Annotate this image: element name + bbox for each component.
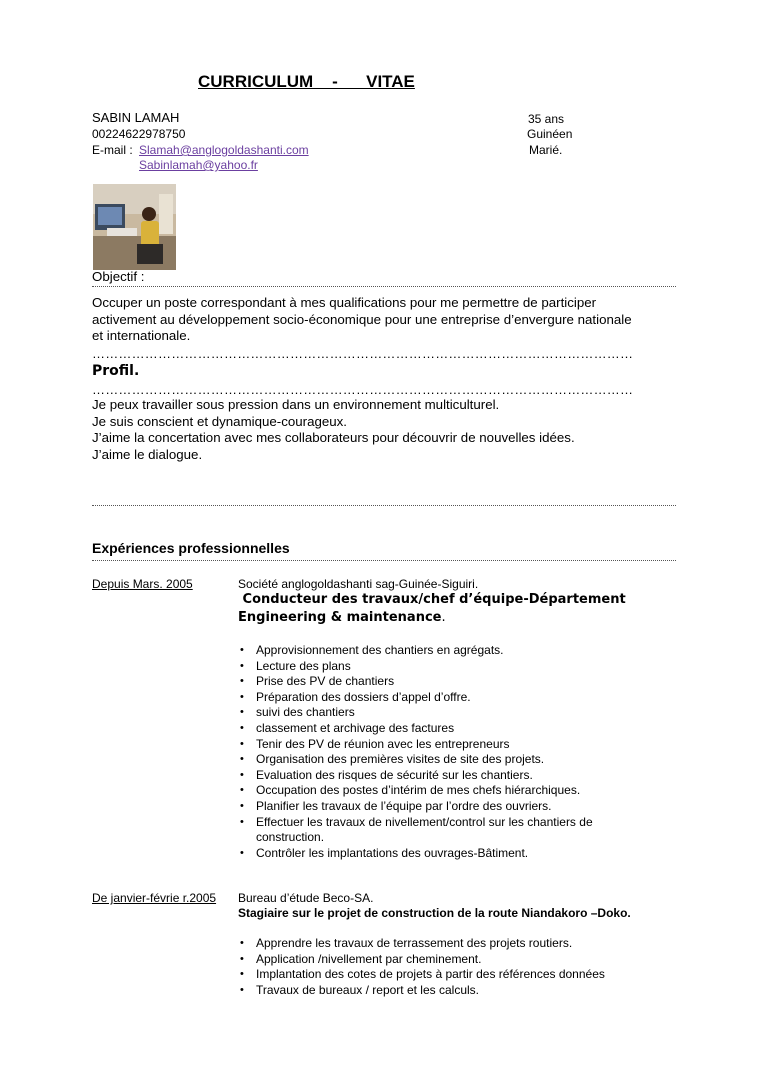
list-item: • Prise des PV de chantiers	[238, 674, 628, 690]
experience-role-line: Engineering & maintenance	[238, 610, 442, 625]
experience-company: Bureau d’étude Beco-SA.	[238, 891, 374, 905]
list-item: • Occupation des postes d’intérim de mes chefs hiérarchiques.	[238, 783, 628, 799]
experiences-section-header	[92, 540, 676, 561]
profil-line: J’aime la concertation avec mes collaborateurs pour découvrir de nouvelles idées.	[92, 430, 575, 445]
list-item: • Préparation des dossiers d’appel d’offre.	[238, 690, 628, 706]
objectif-section-header	[92, 268, 676, 287]
email-link-secondary[interactable]: Sabinlamah@yahoo.fr	[139, 158, 258, 172]
profile-photo	[93, 184, 176, 270]
list-item: • Organisation des premières visites de site des projets.	[238, 752, 628, 768]
objectif-text	[92, 295, 692, 345]
list-item: • Travaux de bureaux / report et les calculs.	[238, 983, 658, 999]
list-item: • suivi des chantiers	[238, 705, 628, 721]
list-item: • classement et archivage des factures	[238, 721, 628, 737]
phone: 00224622978750	[92, 127, 186, 141]
profil-line: Je suis conscient et dynamique-courageux.	[92, 413, 347, 429]
section-divider	[92, 505, 676, 506]
objectif-line: Occuper un poste correspondant à mes qualifications pour me permettre de participer	[92, 295, 597, 310]
profil-line: Je peux travailler sous pression dans un environnement multiculturel.	[92, 397, 500, 412]
list-item: • Effectuer les travaux de nivellement/control sur les chantiers de construction.	[238, 815, 628, 846]
list-item: • Approvisionnement des chantiers en agrégats.	[238, 643, 628, 659]
email-label: E-mail :	[92, 143, 133, 157]
experience-role-continued: Engineering & maintenance.	[238, 610, 446, 625]
experience-role: Stagiaire sur le projet de construction de la route Niandakoro –Doko.	[238, 906, 631, 920]
experience-role: Conducteur des travaux/chef d’équipe-Département	[238, 592, 626, 607]
list-item: • Implantation des cotes de projets à partir des références données	[238, 967, 658, 983]
marital-status: Marié.	[529, 143, 563, 157]
experience-task-list	[238, 936, 658, 998]
experience-company: Société anglogoldashanti sag-Guinée-Siguiri.	[238, 577, 479, 591]
experience-date: Depuis Mars. 2005	[92, 577, 193, 591]
page-title: CURRICULUM - VITAE	[198, 72, 415, 91]
profil-heading: Profil.	[92, 363, 140, 379]
profil-text	[92, 397, 692, 463]
dotted-separator: ……………………………………………………………………………………………………………	[92, 382, 634, 397]
experiences-heading: Expériences professionnelles	[92, 540, 290, 556]
objectif-line: et internationale.	[92, 328, 191, 343]
age: 35 ans	[528, 112, 565, 126]
name: SABIN LAMAH	[92, 110, 180, 125]
list-item: • Contrôler les implantations des ouvrages-Bâtiment.	[238, 846, 628, 862]
nationality: Guinéen	[527, 127, 573, 141]
list-item: • Application /nivellement par cheminement.	[238, 952, 658, 968]
dotted-separator: ……………………………………………………………………………………………………………	[92, 346, 634, 361]
experience-task-list	[238, 643, 628, 861]
list-item: • Tenir des PV de réunion avec les entrepreneurs	[238, 737, 628, 753]
list-item: • Evaluation des risques de sécurité sur les chantiers.	[238, 768, 628, 784]
objectif-line: activement au développement socio-économique pour une entreprise d’envergure nationale	[92, 311, 632, 327]
list-item: • Lecture des plans	[238, 659, 628, 675]
list-item: • Apprendre les travaux de terrassement des projets routiers.	[238, 936, 658, 952]
list-item: • Planifier les travaux de l’équipe par l’ordre des ouvriers.	[238, 799, 628, 815]
experience-date: De janvier-févrie r.2005	[92, 891, 217, 905]
profil-line: J’aime le dialogue.	[92, 446, 203, 462]
email-link-primary[interactable]: Slamah@anglogoldashanti.com	[139, 143, 309, 157]
objectif-heading: Objectif :	[92, 269, 145, 284]
